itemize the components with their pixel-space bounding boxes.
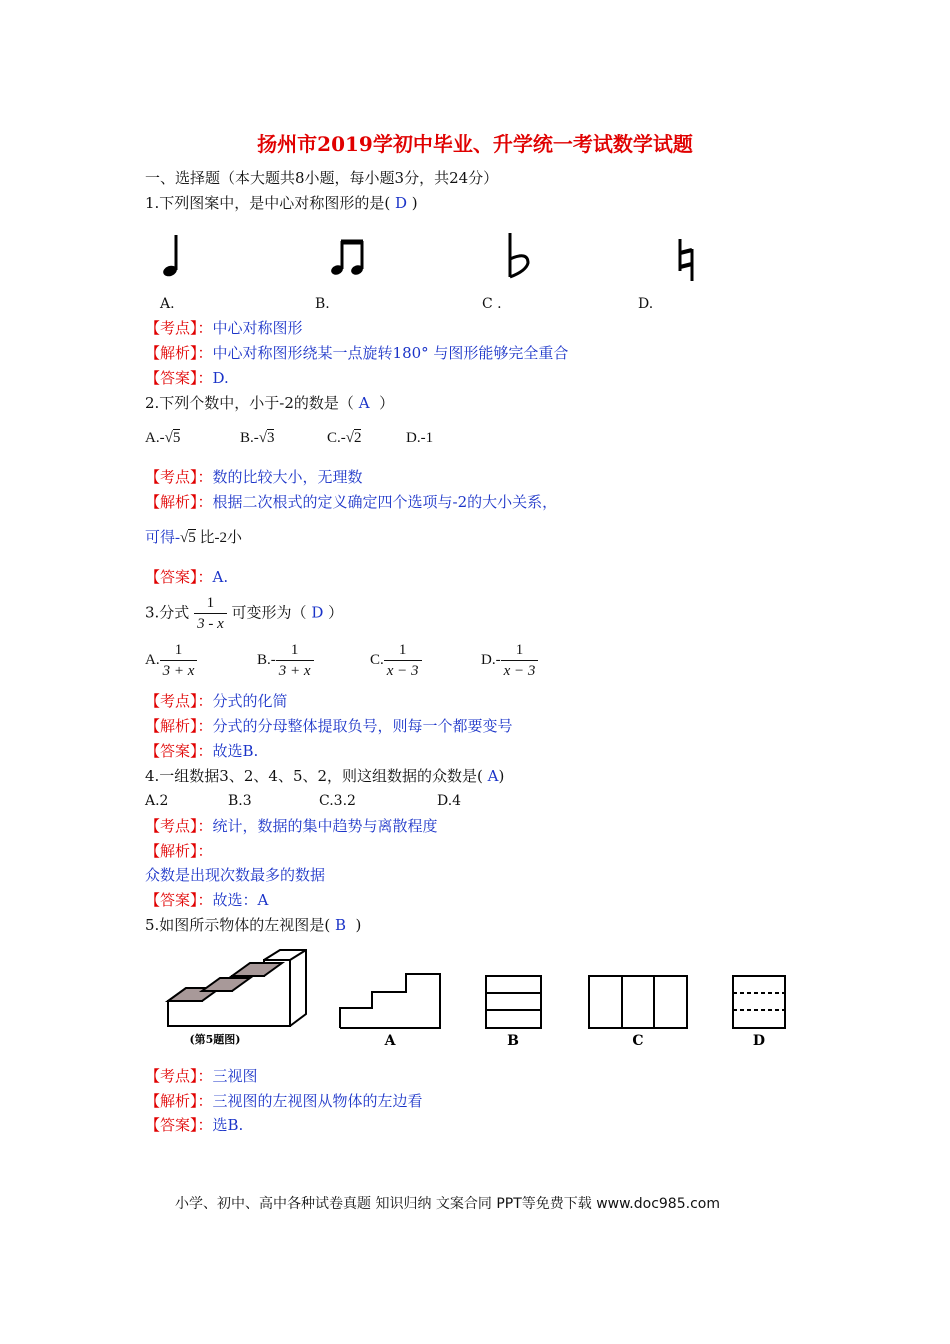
q5-label-c: C [632, 1033, 644, 1049]
q4-extra: 众数是出现次数最多的数据 [145, 866, 326, 884]
staircase-solid [168, 950, 306, 1026]
q3-fraction: $\frac{1}{3 - x}$ [194, 593, 227, 634]
q3-answer: D [311, 603, 324, 622]
q5-figure [0, 946, 950, 1056]
q4-option-b: B.3 [228, 793, 252, 809]
q4-option-d: D.4 [437, 793, 462, 809]
q5-figure-caption: (第5题图) [189, 1033, 241, 1046]
q4-jiexi: 【解析】： [145, 842, 213, 860]
q5-option-d-figure [733, 976, 785, 1028]
flat-sign-icon [510, 233, 528, 277]
q2-conclusion: 可得-√5 比-2小 [145, 530, 242, 546]
q1-answer: D [394, 194, 407, 212]
q5-label-a: A [384, 1033, 396, 1049]
q3-option-b: B.- $\frac{1}{3 + x}$ [257, 640, 314, 681]
q4-answer: A [487, 767, 499, 785]
q5-jiexi: 【解析】：三视图的左视图从物体的左边看 [145, 1092, 423, 1110]
q3-option-c: C. $\frac{1}{x - 3}$ [370, 640, 422, 681]
page-footer: 小学、初中、高中各种试卷真题 知识归纳 文案合同 PPT等免费下载 www.doc985.com [175, 1196, 720, 1212]
q1-option-a: A. [160, 296, 175, 312]
q2-answer: A [358, 394, 370, 412]
q1-option-b: B. [315, 296, 330, 312]
q2-daan: 【答案】：A. [145, 568, 229, 586]
q4-kaodian: 【考点】：统计，数据的集中趋势与离散程度 [145, 817, 438, 835]
q2-option-c: C.-√2 [327, 430, 362, 446]
q5-answer: B [334, 916, 346, 934]
q1-kaodian: 【考点】：中心对称图形 [145, 319, 303, 337]
q2-stem: 2.下列个数中，小于-2的数是（ A ） [145, 394, 395, 412]
section-heading: 一、选择题（本大题共8小题，每小题3分，共24分） [145, 169, 499, 187]
q5-stem: 5.如图所示物体的左视图是( B ) [145, 916, 362, 934]
q1-stem: 1.下列图案中，是中心对称图形的是( D ) [145, 194, 418, 212]
q1-option-d: D. [638, 296, 654, 312]
q4-stem: 4.一组数据3、2、4、5、2，则这组数据的众数是( A) [145, 767, 505, 785]
q5-kaodian: 【考点】：三视图 [145, 1067, 258, 1085]
quarter-note-icon [162, 235, 179, 278]
q4-daan: 【答案】：故选：A [145, 891, 269, 909]
natural-sign-icon [680, 239, 692, 281]
q3-stem: 3.分式 $\frac{1}{3 - x}$ 可变形为（ D ） [145, 595, 344, 632]
q4-option-c: C.3.2 [319, 793, 356, 809]
q2-jiexi: 【解析】：根据二次根式的定义确定四个选项与-2的大小关系， [145, 493, 558, 511]
q5-option-a-figure [340, 974, 440, 1028]
q3-jiexi: 【解析】：分式的分母整体提取负号，则每一个都要变号 [145, 717, 513, 735]
q3-option-d: D.- $\frac{1}{x - 3}$ [481, 640, 538, 681]
beamed-eighth-notes-icon [330, 241, 364, 276]
q3-kaodian: 【考点】：分式的化简 [145, 692, 288, 710]
q1-daan: 【答案】：D. [145, 369, 229, 387]
q3-option-a: A. $\frac{1}{3 + x}$ [145, 640, 197, 681]
q1-jiexi: 【解析】：中心对称图形绕某一点旋转180° 与图形能够完全重合 [145, 344, 569, 362]
q3-daan: 【答案】：故选B. [145, 742, 259, 760]
q2-kaodian: 【考点】：数的比较大小，无理数 [145, 468, 363, 486]
q5-daan: 【答案】：选B. [145, 1116, 244, 1134]
q5-option-c-figure [589, 976, 687, 1028]
q1-figures [0, 225, 950, 295]
q1-option-c: C . [482, 296, 502, 312]
q2-option-d: D.-1 [406, 430, 434, 446]
q2-option-b: B.-√3 [240, 430, 275, 446]
q5-option-b-figure [486, 976, 541, 1028]
q5-label-d: D [752, 1033, 766, 1049]
exam-title: 扬州市2019学初中毕业、升学统一考试数学试题 [257, 132, 693, 156]
q4-option-a: A.2 [145, 793, 169, 809]
q5-label-b: B [507, 1033, 519, 1049]
q2-option-a: A.-√5 [145, 430, 181, 446]
